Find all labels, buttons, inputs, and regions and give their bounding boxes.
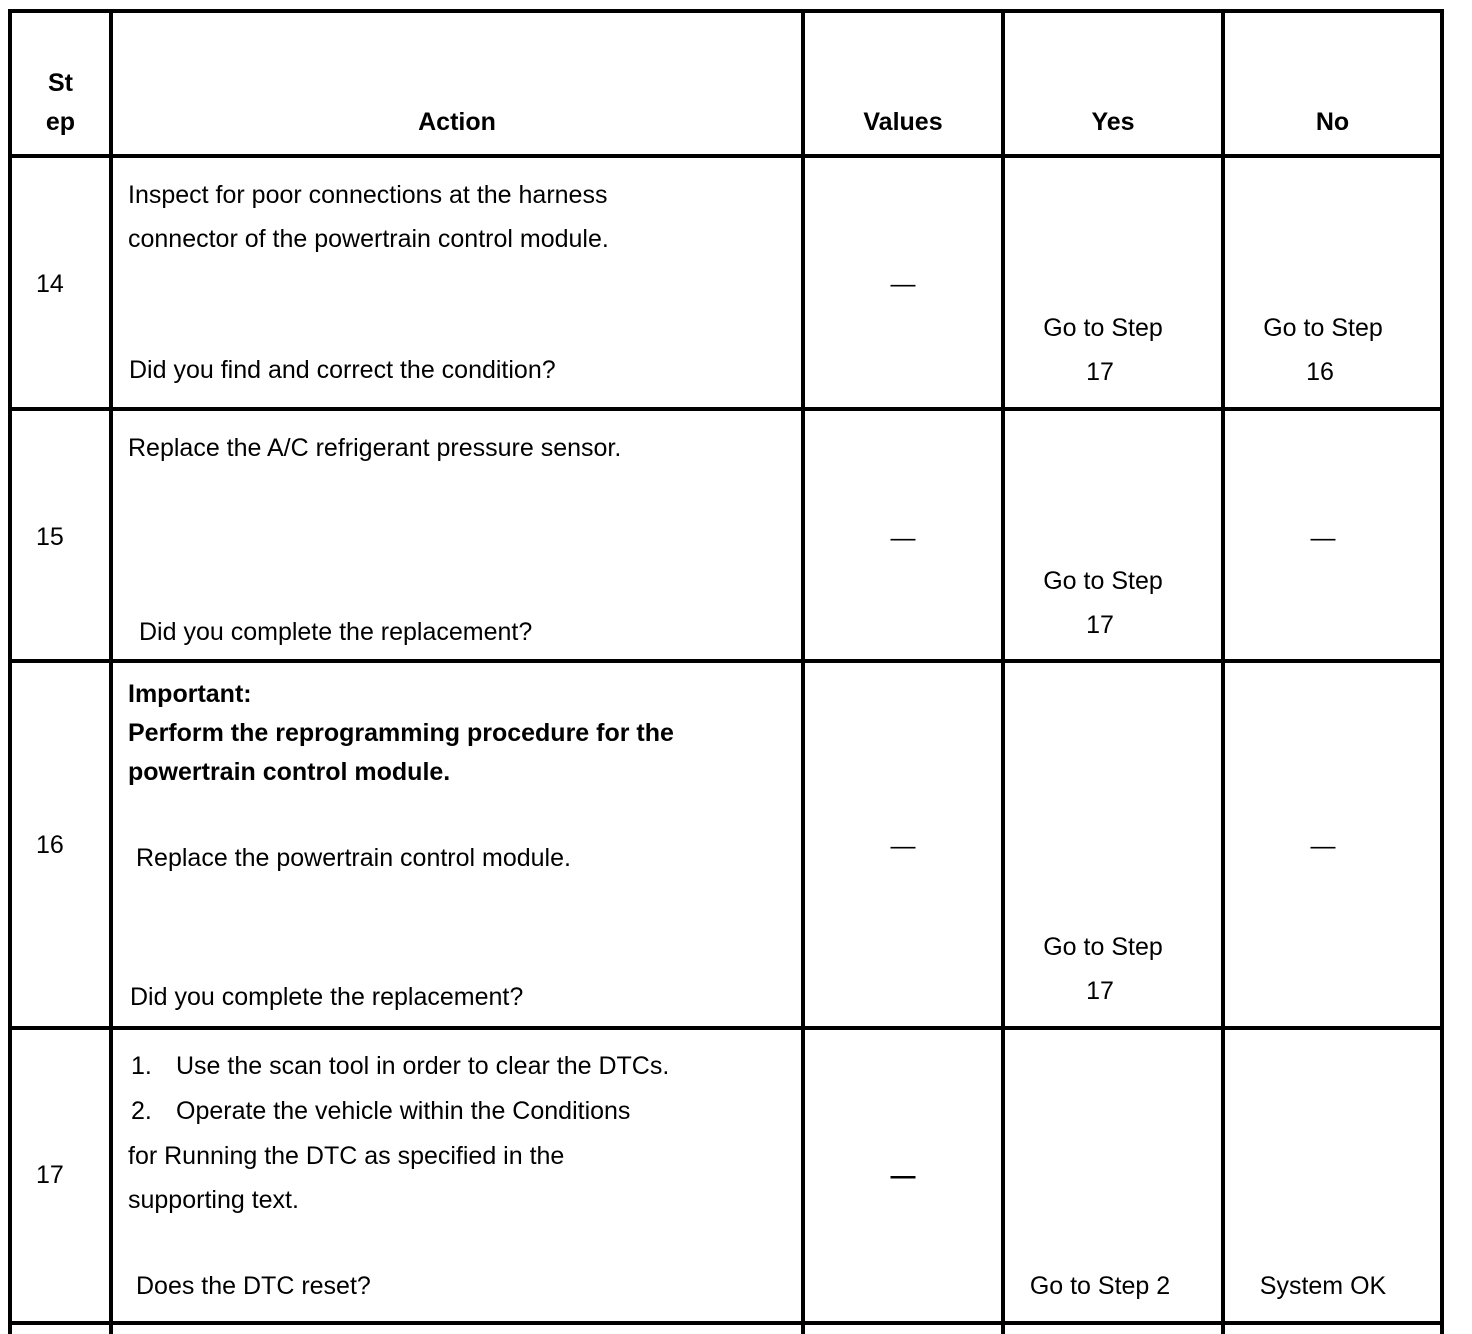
grid-line [8,1321,1444,1325]
grid-line [1001,9,1005,1334]
action-line: Operate the vehicle within the Conditions [176,1097,631,1125]
list-number: 1. [131,1052,152,1080]
yes-cell-line1: Go to Step [1043,314,1163,342]
grid-line [8,154,1444,158]
values-cell: — [890,1162,916,1190]
action-line: for Running the DTC as specified in the [128,1142,565,1170]
step-number: 15 [36,523,64,551]
list-number: 2. [131,1097,152,1125]
values-cell: — [890,832,916,860]
no-cell: — [1310,832,1336,860]
header-no: No [1315,108,1350,136]
important-line: powertrain control module. [128,758,451,786]
header-step-line1: St [48,69,73,97]
grid-line [1440,9,1444,1334]
yes-cell-line2: 17 [1086,977,1114,1005]
important-label: Important: [128,680,252,708]
action-question: Does the DTC reset? [136,1272,371,1300]
action-line: supporting text. [128,1186,299,1214]
yes-cell-line1: Go to Step [1043,567,1163,595]
action-line: Replace the A/C refrigerant pressure sensor. [128,434,622,462]
grid-line [8,9,1444,13]
grid-line [8,659,1444,663]
step-number: 16 [36,831,64,859]
header-values: Values [863,108,943,136]
grid-line [109,9,113,1334]
diagnostic-table [8,9,1444,1334]
no-cell: — [1310,524,1336,552]
no-cell-line1: Go to Step [1263,314,1383,342]
step-number: 17 [36,1161,64,1189]
grid-line [1221,9,1225,1334]
no-cell-line2: 16 [1306,358,1334,386]
header-yes: Yes [1091,108,1135,136]
header-step [12,64,109,142]
values-cell: — [890,524,916,552]
header-step-line2: ep [45,108,76,136]
action-question: Did you complete the replacement? [130,983,524,1011]
no-cell: System OK [1259,1272,1387,1300]
header-action: Action [418,108,496,136]
grid-line [8,9,12,1334]
yes-cell-line2: 17 [1086,611,1114,639]
yes-cell: Go to Step 2 [1029,1272,1171,1300]
action-line: Replace the powertrain control module. [136,844,571,872]
action-line: Use the scan tool in order to clear the DTCs. [176,1052,670,1080]
values-cell: — [890,270,916,298]
important-line: Perform the reprogramming procedure for the [128,719,674,747]
grid-line [8,407,1444,411]
action-question: Did you complete the replacement? [139,618,533,646]
yes-cell-line1: Go to Step [1043,933,1163,961]
action-line: Inspect for poor connections at the harness [128,181,608,209]
step-number: 14 [36,270,64,298]
grid-line [801,9,805,1334]
yes-cell-line2: 17 [1086,358,1114,386]
action-line: connector of the powertrain control module. [128,225,609,253]
action-question: Did you find and correct the condition? [129,356,556,384]
grid-line [8,1026,1444,1030]
